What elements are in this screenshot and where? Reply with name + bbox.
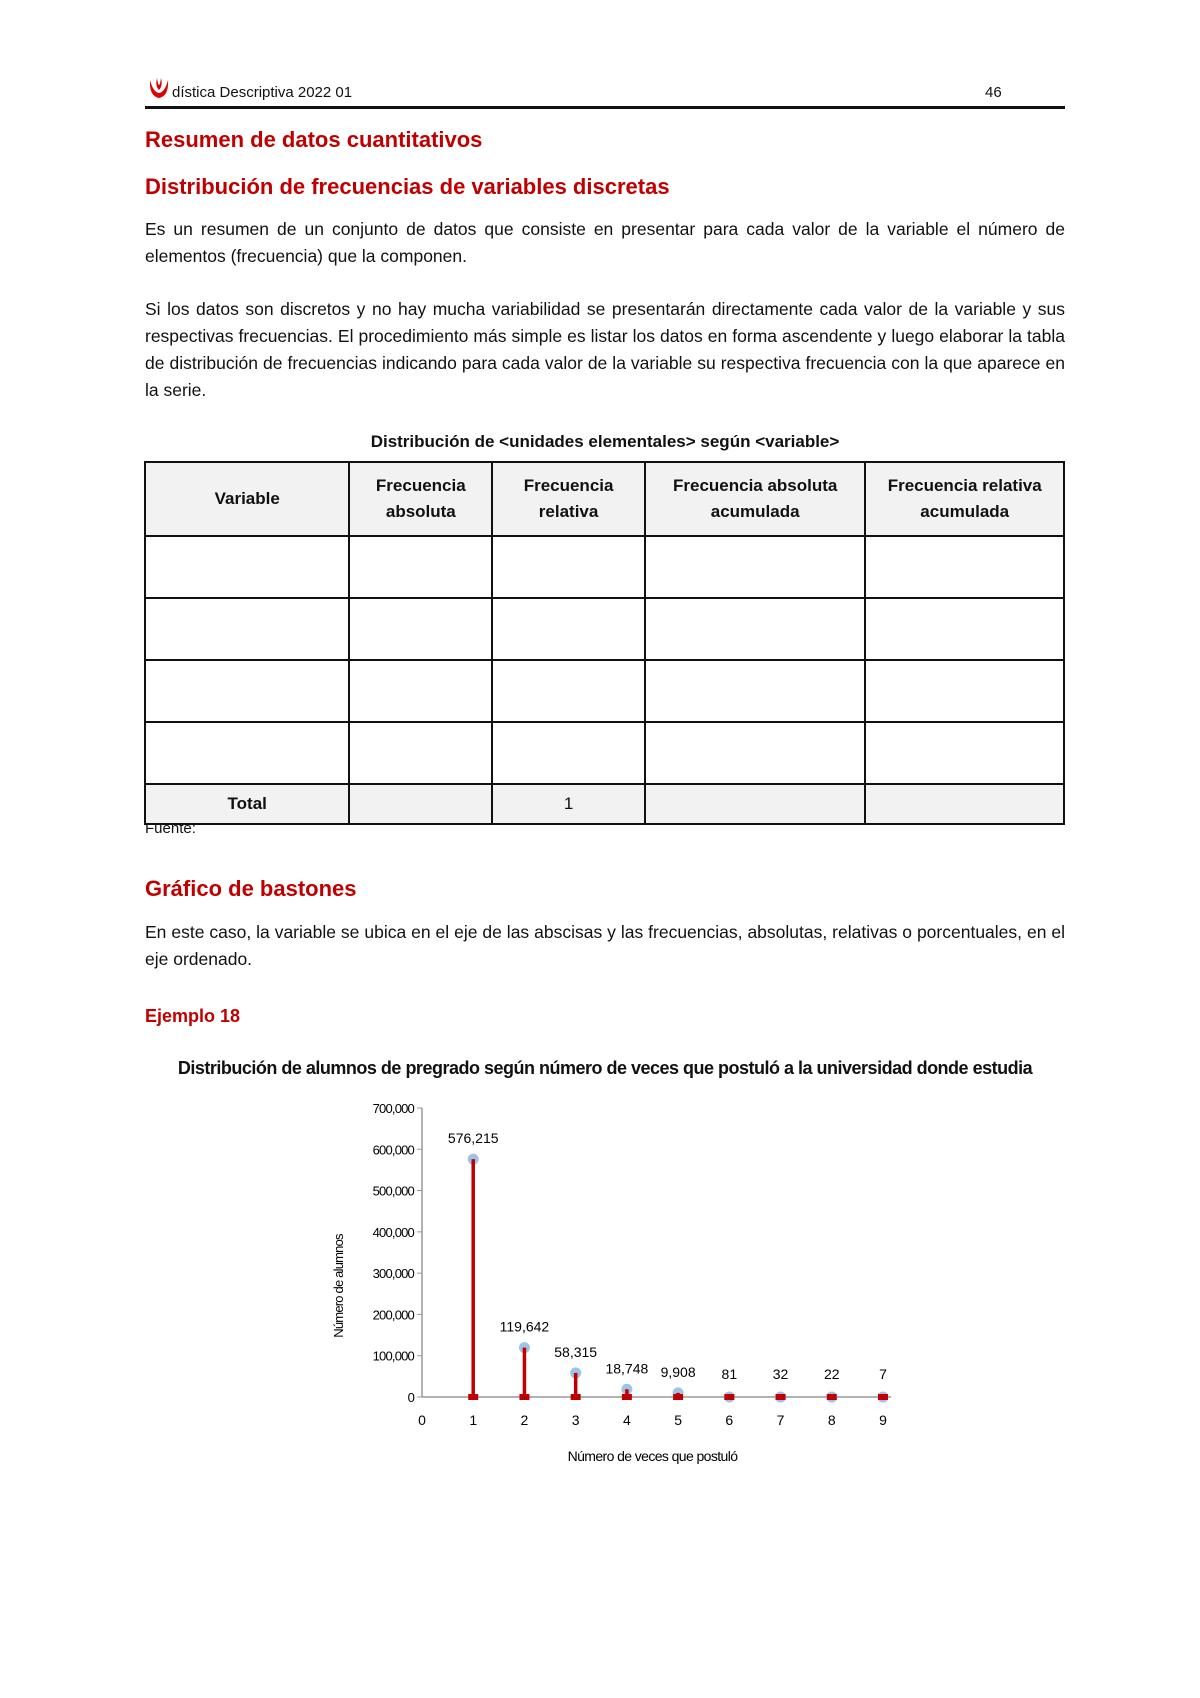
y-tick-label: 0: [407, 1390, 414, 1405]
y-tick-label: 600,000: [372, 1142, 414, 1158]
y-tick-label: 300,000: [372, 1266, 414, 1282]
stick-base: [571, 1394, 581, 1400]
x-axis-label: Número de veces que postuló: [567, 1448, 738, 1464]
page-number: 46: [985, 84, 1002, 101]
data-label: 576,215: [447, 1130, 499, 1147]
x-tick-label: 5: [674, 1412, 683, 1428]
y-tick-label: 700,000: [372, 1101, 414, 1116]
y-axis-label: Número de alumnos: [331, 1234, 346, 1338]
column-header: Frecuencia relativa: [492, 462, 645, 536]
data-label: 32: [772, 1366, 789, 1382]
example-label: Ejemplo 18: [145, 1006, 241, 1026]
y-tick-label: 500,000: [372, 1183, 414, 1199]
total-label: Total: [145, 784, 349, 824]
data-label: 81: [721, 1366, 738, 1382]
stick-base: [878, 1394, 888, 1400]
x-tick-label: 4: [622, 1412, 631, 1428]
column-header: Frecuencia relativa acumulada: [865, 462, 1064, 536]
stick-base: [468, 1394, 478, 1400]
data-label: 18,748: [605, 1360, 649, 1377]
section-title: Resumen de datos cuantitativos: [145, 127, 483, 152]
data-label: 22: [823, 1366, 840, 1382]
data-label: 9,908: [660, 1363, 696, 1380]
x-tick-label: 6: [725, 1412, 734, 1428]
x-tick-label: 2: [520, 1412, 529, 1428]
y-tick-label: 400,000: [372, 1224, 414, 1240]
stick-base: [622, 1394, 632, 1400]
data-label: 58,315: [554, 1343, 598, 1360]
section-title: Gráfico de bastones: [145, 876, 357, 901]
chart-title: Distribución de alumnos de pregrado según número de veces que postuló a la universidad donde estudia: [177, 1058, 1033, 1078]
source-label: Fuente:: [145, 820, 196, 837]
data-label: 119,642: [499, 1318, 550, 1335]
stick-base: [827, 1394, 837, 1400]
column-header: Variable: [145, 462, 349, 536]
x-tick-label: 3: [571, 1412, 580, 1428]
paragraph: Es un resumen de un conjunto de datos que consiste en presentar para cada valor de la variable el número de elementos (frecuencia) que la componen.: [145, 219, 1065, 266]
table-caption: Distribución de <unidades elementales> según <variable>: [370, 432, 840, 451]
stick-base: [724, 1394, 734, 1400]
total-relative: 1: [492, 784, 645, 824]
y-tick-label: 100,000: [372, 1348, 414, 1364]
x-tick-label: 7: [776, 1412, 785, 1428]
stick-base: [519, 1394, 529, 1400]
stick-base: [673, 1394, 683, 1400]
paragraph: Si los datos son discretos y no hay mucha variabilidad se presentarán directamente cada valor de la variable y sus respectivas frecuencias. El procedimiento más simple es listar los datos en forma ascendente y luego elaborar la tabla de distribución de frecuencias indicando para cada valor de la variable su respectiva frecuencia con la que aparece en la serie.: [145, 299, 1065, 400]
y-tick-label: 200,000: [372, 1307, 414, 1323]
column-header: Frecuencia absoluta acumulada: [645, 462, 865, 536]
x-tick-label: 0: [418, 1412, 426, 1428]
header-title: dística Descriptiva 2022 01: [172, 84, 353, 101]
x-tick-label: 9: [879, 1412, 887, 1428]
stick-base: [776, 1394, 786, 1400]
x-tick-label: 8: [827, 1412, 836, 1428]
paragraph: En este caso, la variable se ubica en el eje de las abscisas y las frecuencias, absolutas, relativas o porcentuales, en el eje ordenado.: [145, 922, 1065, 969]
subsection-title: Distribución de frecuencias de variables discretas: [145, 174, 670, 199]
x-tick-label: 1: [469, 1412, 478, 1428]
column-header: Frecuencia absoluta: [349, 462, 492, 536]
data-label: 7: [879, 1366, 887, 1382]
